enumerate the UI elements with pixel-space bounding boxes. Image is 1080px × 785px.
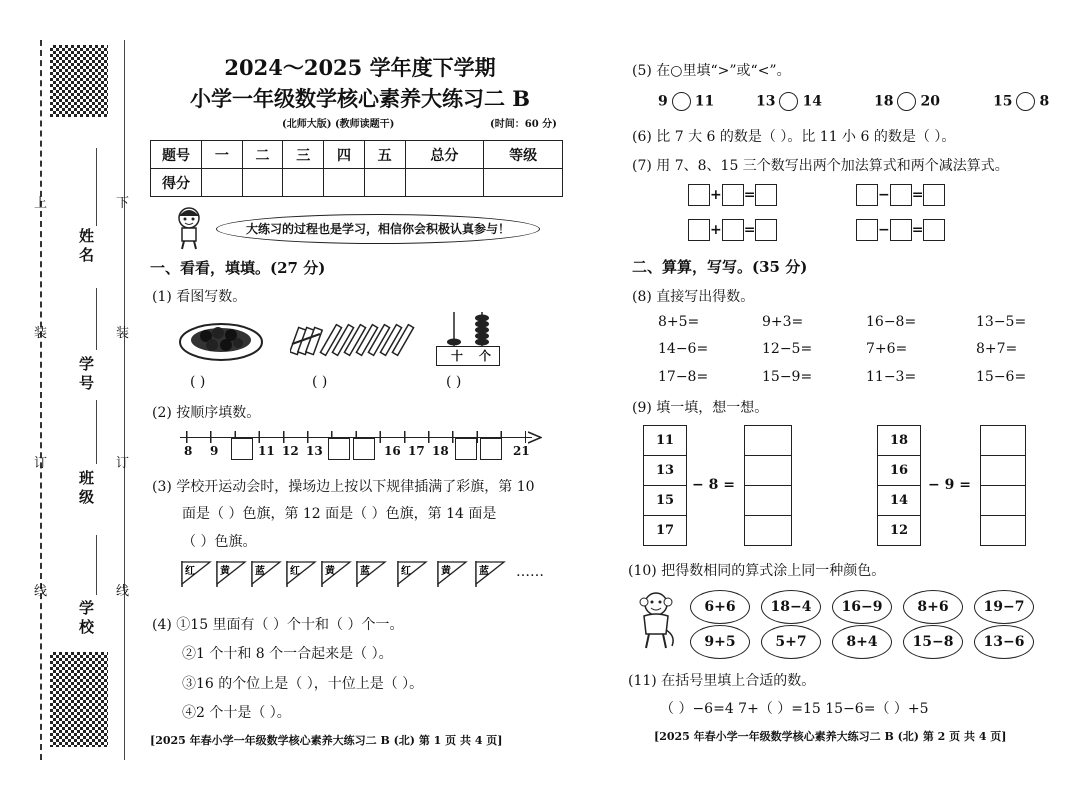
q9-answer-cell[interactable] <box>744 425 792 456</box>
equation-blank[interactable] <box>688 184 710 206</box>
q5-right-number: 20 <box>920 93 940 110</box>
q5-item <box>658 92 714 111</box>
flag-icon <box>285 560 317 588</box>
school-label: 学校 <box>77 600 95 638</box>
flag-label: 蓝 <box>255 566 265 577</box>
q9-left-cell: 11 <box>643 425 687 456</box>
equation-blank[interactable] <box>890 184 912 206</box>
score-cell[interactable] <box>405 169 484 197</box>
flag-icon <box>215 560 247 588</box>
q9-left-cell: 13 <box>643 456 687 486</box>
q8-item[interactable]: 17−8= <box>658 369 709 385</box>
compare-circle[interactable] <box>897 92 916 111</box>
q9-right-answers <box>980 425 1026 546</box>
flag-icon <box>180 560 212 588</box>
addition-equation-1 <box>688 184 777 206</box>
abacus-tens-label: 十 <box>451 349 464 363</box>
number-line-blank[interactable] <box>353 438 375 460</box>
flag-icon <box>474 560 506 588</box>
q6-prompt: (6) 比 7 大 6 的数是（ ）。比 11 小 6 的数是（ ）。 <box>632 129 956 145</box>
equation-blank[interactable] <box>722 184 744 206</box>
flag-label: 红 <box>185 566 195 577</box>
score-header: 四 <box>324 141 365 169</box>
plus-sign: + <box>710 187 722 203</box>
flag-icon <box>396 560 428 588</box>
score-cell[interactable] <box>202 169 243 197</box>
q8-item[interactable]: 11−3= <box>866 369 917 385</box>
q9-left-cell: 15 <box>643 486 687 516</box>
equation-blank[interactable] <box>722 219 744 241</box>
score-header: 三 <box>283 141 324 169</box>
number-line-blank[interactable] <box>328 438 350 460</box>
q9-answer-cell[interactable] <box>980 516 1026 546</box>
score-table <box>150 140 563 197</box>
flag-label: 黄 <box>325 566 335 577</box>
q7-prompt: (7) 用 7、8、15 三个数写出两个加法算式和两个减法算式。 <box>632 158 1009 174</box>
binding-char-zhuang-right: 装 <box>116 326 130 341</box>
score-cell[interactable] <box>364 169 405 197</box>
q5-item <box>874 92 940 111</box>
q5-left-number: 15 <box>993 93 1013 110</box>
equals-sign: = <box>743 222 756 238</box>
q8-item[interactable]: 14−6= <box>658 341 709 357</box>
checker-pattern-bottom <box>50 652 108 747</box>
encourage-text: 大练习的过程也是学习，相信你会积极认真参与！ <box>245 222 510 236</box>
q9-right-column <box>877 425 921 546</box>
flag-icon <box>320 560 352 588</box>
score-header: 二 <box>242 141 283 169</box>
equation-blank[interactable] <box>890 219 912 241</box>
q10-expression[interactable]: 8+4 <box>832 625 892 659</box>
binding-top-left: 上 <box>34 196 48 211</box>
q9-left-operator: − 8 = <box>692 477 735 493</box>
score-cell[interactable] <box>242 169 283 197</box>
q10-expression[interactable]: 15−8 <box>903 625 963 659</box>
q11-items[interactable]: （ ）−6=4 7+（ ）=15 15−6=（ ）+5 <box>660 701 929 717</box>
page1-footer: [2025 年春小学一年级数学核心素养大练习二 B (北) 第 1 页 共 4 页] <box>150 734 503 747</box>
time-note: (时间：60 分) <box>490 119 557 130</box>
addition-equation-2 <box>688 219 777 241</box>
page1-title-line1: 2024～2025 学年度下学期 <box>224 55 496 80</box>
score-header: 一 <box>202 141 243 169</box>
page1-title-line2: 小学一年级数学核心素养大练习二 B <box>189 86 531 111</box>
flag-ellipsis: …… <box>516 564 544 580</box>
name-field[interactable] <box>96 148 97 226</box>
q10-expression[interactable]: 13−6 <box>974 625 1034 659</box>
q9-left-answers <box>744 425 792 546</box>
q9-left-column <box>643 425 687 546</box>
abacus-ones-label: 个 <box>479 349 492 363</box>
score-header: 总分 <box>405 141 484 169</box>
q8-item[interactable]: 9+3= <box>762 314 804 330</box>
q10-expression[interactable]: 6+6 <box>690 590 750 624</box>
q5-left-number: 18 <box>874 93 894 110</box>
encourage-bubble <box>216 214 540 244</box>
edition-note: (北师大版) (教师读题干) <box>282 119 395 130</box>
q9-answer-cell[interactable] <box>980 425 1026 456</box>
plus-sign: + <box>710 222 722 238</box>
equals-sign: = <box>911 187 924 203</box>
equals-sign: = <box>911 222 924 238</box>
binding-char-xian-right: 线 <box>116 584 130 599</box>
score-row-label: 得分 <box>151 169 202 197</box>
flag-label: 蓝 <box>479 566 489 577</box>
section2-heading: 二、算算，写写。(35 分) <box>632 258 808 276</box>
number-line-label: 8 <box>184 444 193 458</box>
fruit-plate-icon <box>178 318 264 362</box>
abacus-icon <box>436 310 500 350</box>
equation-blank[interactable] <box>923 184 945 206</box>
binding-solid-line <box>124 40 125 760</box>
number-line-label: 9 <box>210 444 219 458</box>
q5-right-number: 11 <box>694 93 715 110</box>
school-field[interactable] <box>96 535 97 595</box>
class-field[interactable] <box>96 400 97 464</box>
equation-blank[interactable] <box>923 219 945 241</box>
q9-answer-cell[interactable] <box>980 456 1026 486</box>
subtraction-equation-1 <box>856 184 945 206</box>
q10-prompt: (10) 把得数相同的算式涂上同一种颜色。 <box>628 563 886 579</box>
q2-prompt: (2) 按顺序填数。 <box>152 405 261 421</box>
q5-right-number: 8 <box>1039 93 1050 110</box>
binding-char-xian-left: 线 <box>34 584 48 599</box>
q8-item[interactable]: 8+5= <box>658 314 700 330</box>
q3-line3: （ ）色旗。 <box>182 534 257 550</box>
page2-footer: [2025 年春小学一年级数学核心素养大练习二 B (北) 第 2 页 共 4 页] <box>654 730 1007 743</box>
q11-prompt: (11) 在括号里填上合适的数。 <box>628 673 816 689</box>
q5-prompt: (5) 在○里填“>”或“<”。 <box>632 63 791 79</box>
q9-right-cell: 16 <box>877 456 921 486</box>
q10-expression[interactable]: 9+5 <box>690 625 750 659</box>
flag-icon <box>436 560 468 588</box>
score-header: 题号 <box>151 141 202 169</box>
number-line-label: 21 <box>513 444 530 458</box>
binding-dashed-line <box>40 40 42 760</box>
monkey-mascot-icon <box>634 590 678 652</box>
number-line-blank[interactable] <box>231 438 253 460</box>
q10-expression[interactable]: 5+7 <box>761 625 821 659</box>
minus-sign: − <box>878 187 890 203</box>
q9-right-cell: 14 <box>877 486 921 516</box>
number-line-blank[interactable] <box>455 438 477 460</box>
number-line-label: 17 <box>408 444 425 458</box>
equation-blank[interactable] <box>856 219 878 241</box>
score-cell[interactable] <box>484 169 563 197</box>
equation-blank[interactable] <box>755 219 777 241</box>
q10-expression[interactable]: 18−4 <box>761 590 821 624</box>
equation-blank[interactable] <box>856 184 878 206</box>
flag-icon <box>250 560 282 588</box>
abacus-base <box>436 346 500 366</box>
q3-line1: (3) 学校开运动会时，操场边上按以下规律插满了彩旗，第 10 <box>152 479 535 495</box>
q8-prompt: (8) 直接写出得数。 <box>632 289 755 305</box>
number-line-label: 13 <box>306 444 323 458</box>
flag-label: 黄 <box>441 566 451 577</box>
number-line-label: 12 <box>282 444 299 458</box>
q10-expression[interactable]: 16−9 <box>832 590 892 624</box>
q1-answer-blank[interactable]: ( ) <box>446 374 462 390</box>
q1-answer-blank[interactable]: ( ) <box>312 374 328 390</box>
q4-part3: ③16 的个位上是（ ），十位上是（ ）。 <box>182 676 424 692</box>
number-line-arrow-icon <box>528 431 542 444</box>
flag-label: 黄 <box>220 566 230 577</box>
q9-right-operator: − 9 = <box>928 477 971 493</box>
sticks-bundle-icon <box>290 320 420 360</box>
equals-sign: = <box>743 187 756 203</box>
q9-right-cell: 18 <box>877 425 921 456</box>
student-id-field[interactable] <box>96 288 97 350</box>
q1-answer-blank[interactable]: ( ) <box>190 374 206 390</box>
q8-item[interactable]: 12−5= <box>762 341 813 357</box>
binding-char-ding-right: 订 <box>116 456 130 471</box>
equation-blank[interactable] <box>755 184 777 206</box>
q5-item <box>993 92 1049 111</box>
q8-item[interactable]: 16−8= <box>866 314 917 330</box>
compare-circle[interactable] <box>1016 92 1035 111</box>
subtraction-equation-2 <box>856 219 945 241</box>
q8-item[interactable]: 15−9= <box>762 369 813 385</box>
score-cell[interactable] <box>324 169 365 197</box>
q5-left-number: 13 <box>756 93 776 110</box>
number-line-label: 16 <box>384 444 401 458</box>
boy-mascot-icon <box>172 206 206 250</box>
q10-expression[interactable]: 8+6 <box>903 590 963 624</box>
q9-right-cell: 12 <box>877 516 921 546</box>
class-label: 班级 <box>77 470 95 508</box>
q8-item[interactable]: 8+7= <box>976 341 1018 357</box>
score-header: 五 <box>364 141 405 169</box>
q5-item <box>756 92 822 111</box>
q9-prompt: (9) 填一填，想一想。 <box>632 400 769 416</box>
q4-part1: (4) ①15 里面有（ ）个十和（ ）个一。 <box>152 617 404 633</box>
score-header: 等级 <box>484 141 563 169</box>
binding-char-ding-left: 订 <box>34 456 48 471</box>
flag-icon <box>355 560 387 588</box>
number-line-label: 18 <box>432 444 449 458</box>
q5-right-number: 14 <box>802 93 822 110</box>
q8-item[interactable]: 7+6= <box>866 341 908 357</box>
q9-answer-cell[interactable] <box>744 456 792 486</box>
binding-char-zhuang-left: 装 <box>34 326 48 341</box>
q9-answer-cell[interactable] <box>980 486 1026 516</box>
score-cell[interactable] <box>283 169 324 197</box>
flag-label: 红 <box>290 566 300 577</box>
q5-left-number: 9 <box>658 93 668 110</box>
q9-answer-cell[interactable] <box>744 516 792 546</box>
number-line-label: 11 <box>258 444 275 458</box>
compare-circle[interactable] <box>672 92 691 111</box>
q3-line2: 面是（ ）色旗，第 12 面是（ ）色旗，第 14 面是 <box>182 506 497 522</box>
q8-item[interactable]: 15−6= <box>976 369 1027 385</box>
flag-label: 蓝 <box>360 566 370 577</box>
student-id-label: 学号 <box>77 356 95 394</box>
q10-expression[interactable]: 19−7 <box>974 590 1034 624</box>
q4-part4: ④2 个十是（ ）。 <box>182 705 291 721</box>
name-label: 姓名 <box>77 228 95 266</box>
q8-item[interactable]: 13−5= <box>976 314 1027 330</box>
q9-left-cell: 17 <box>643 516 687 546</box>
flag-label: 红 <box>401 566 411 577</box>
number-line-blank[interactable] <box>480 438 502 460</box>
equation-blank[interactable] <box>688 219 710 241</box>
checker-pattern-top <box>50 45 108 117</box>
q4-part2: ②1 个十和 8 个一合起来是（ ）。 <box>182 646 393 662</box>
section1-heading: 一、看看，填填。(27 分) <box>150 259 326 277</box>
binding-top-right: 下 <box>116 196 130 211</box>
q1-prompt: (1) 看图写数。 <box>152 289 247 305</box>
compare-circle[interactable] <box>779 92 798 111</box>
minus-sign: − <box>878 222 890 238</box>
q9-answer-cell[interactable] <box>744 486 792 516</box>
